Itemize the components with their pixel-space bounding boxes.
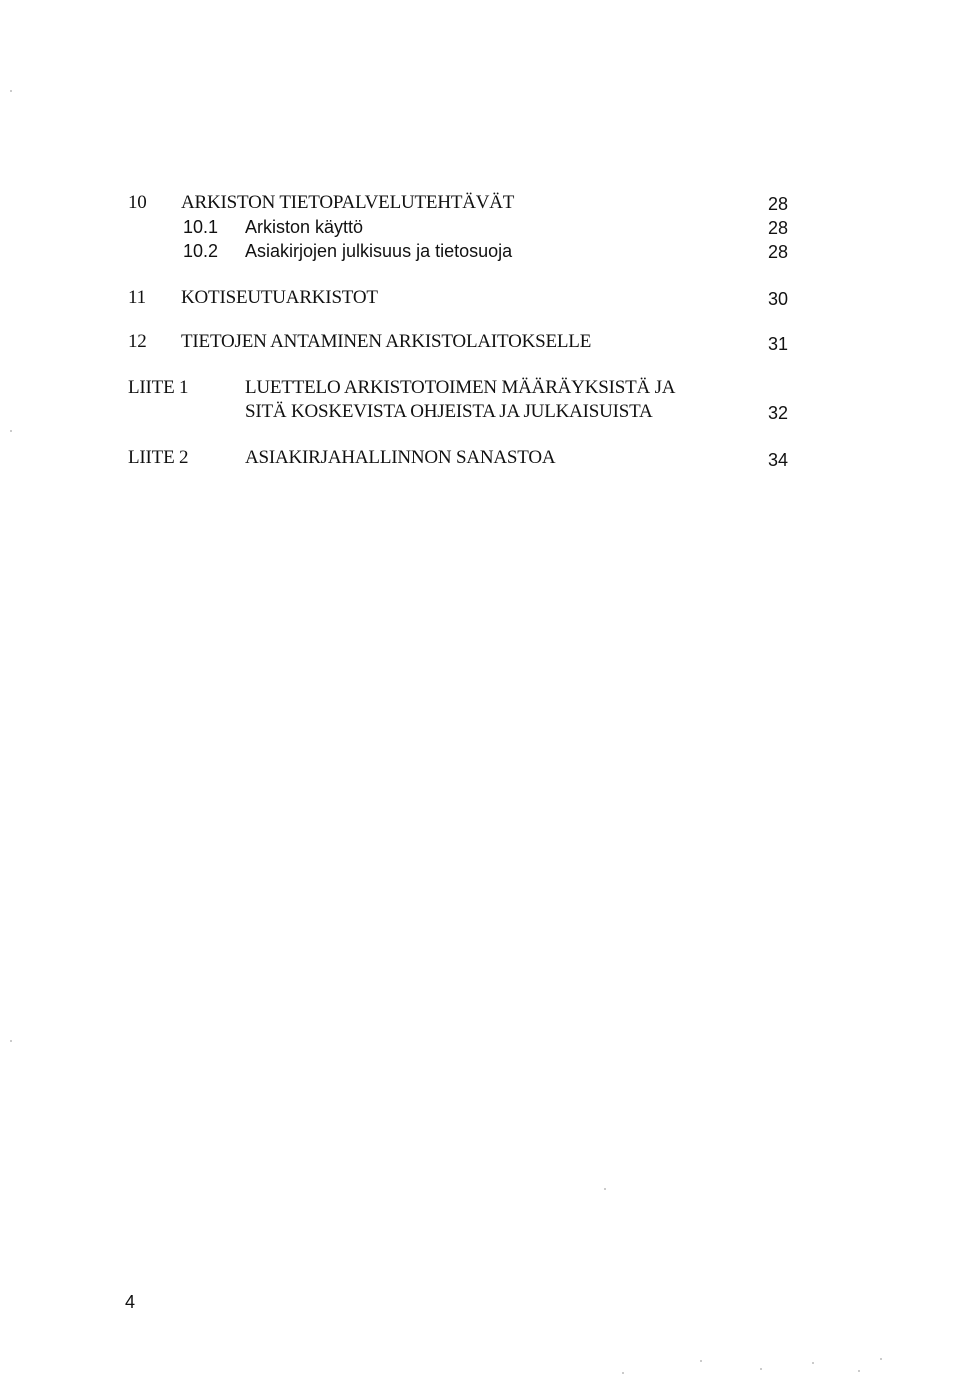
toc-entry-10-2-number: 10.2 (183, 241, 219, 261)
toc-appendix-2-label: LIITE 2 (128, 447, 189, 468)
toc-entry-10-1-page: 28 (767, 218, 788, 238)
toc-entry-11-title: KOTISEUTUARKISTOT (181, 287, 378, 308)
toc-entry-12-number: 12 (128, 331, 147, 352)
toc-entry-10-2-title: Asiakirjojen julkisuus ja tietosuoja (245, 241, 513, 261)
page-number: 4 (125, 1292, 136, 1312)
toc-entry-11-number: 11 (128, 287, 146, 308)
toc-entry-10-1-number: 10.1 (183, 217, 219, 237)
toc-entry-10-2-page: 28 (767, 242, 788, 262)
toc-entry-10-number: 10 (128, 192, 147, 213)
toc-entry-11-page: 30 (767, 289, 788, 309)
toc-entry-10-1-title: Arkiston käyttö (245, 217, 364, 237)
toc-entry-10-title: ARKISTON TIETOPALVELUTEHTÄVÄT (181, 192, 515, 213)
toc-entry-12-page: 31 (767, 334, 788, 354)
toc-appendix-1-label: LIITE 1 (128, 377, 189, 398)
toc-appendix-1-title-line2: SITÄ KOSKEVISTA OHJEISTA JA JULKAISUISTA (245, 401, 653, 422)
toc-appendix-1-page: 32 (767, 403, 788, 423)
toc-appendix-1-title-line1: LUETTELO ARKISTOTOIMEN MÄÄRÄYKSISTÄ JA (245, 377, 676, 398)
toc-appendix-2-title: ASIAKIRJAHALLINNON SANASTOA (245, 447, 556, 468)
toc-entry-10-page: 28 (767, 194, 788, 214)
toc-appendix-2-page: 34 (767, 450, 788, 470)
toc-entry-12-title: TIETOJEN ANTAMINEN ARKISTOLAITOKSELLE (181, 331, 592, 352)
